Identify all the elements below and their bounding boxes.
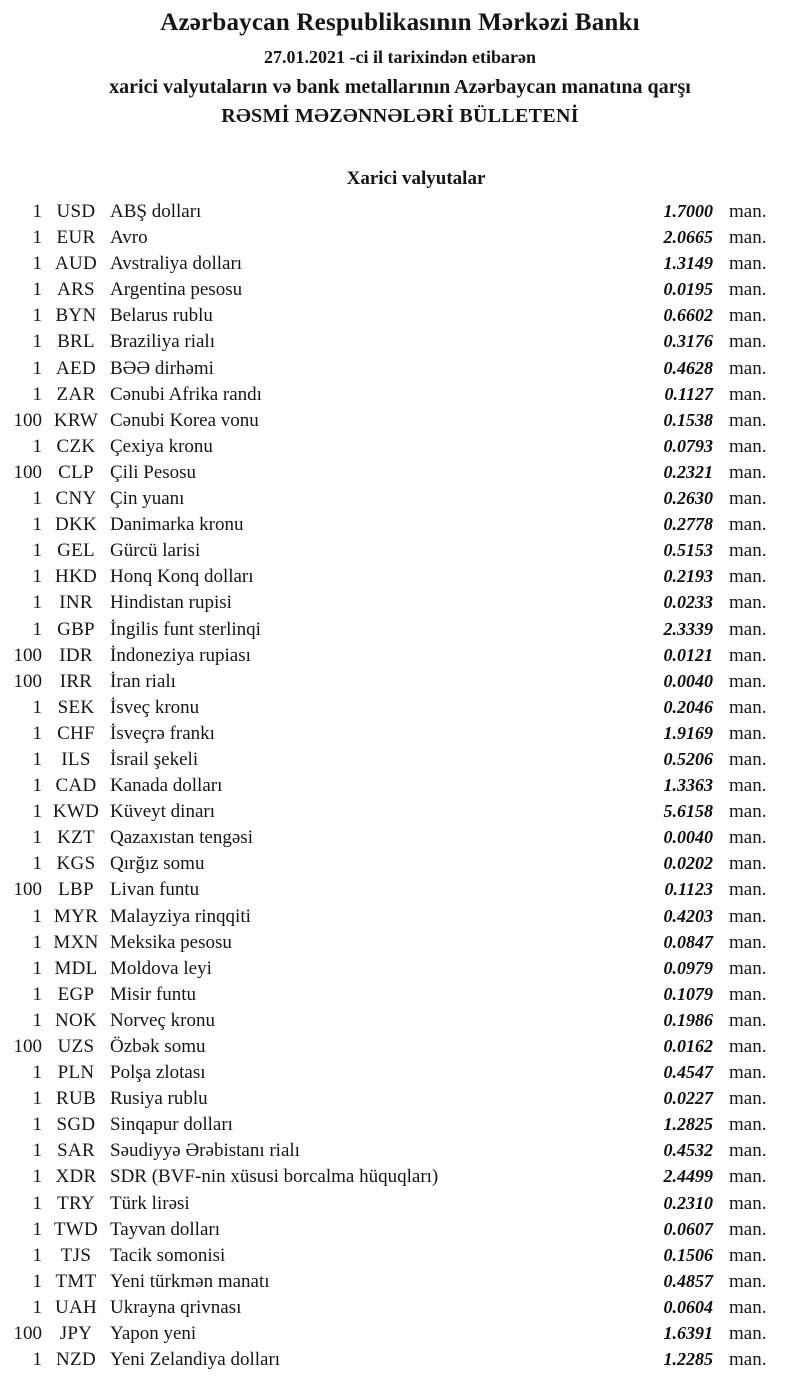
rate-row <box>0 250 800 276</box>
currency-code-cell: ZAR <box>56 383 96 405</box>
currency-code-cell: CLP <box>58 461 94 483</box>
unit-label-cell: man. <box>729 305 767 327</box>
nominal-cell: 1 <box>32 1166 42 1188</box>
nominal-cell: 100 <box>13 1036 42 1057</box>
nominal-cell: 1 <box>32 305 42 327</box>
section-title-foreign-currencies: Xarici valyutalar <box>346 168 486 189</box>
currency-code-cell: GEL <box>57 540 95 562</box>
rate-value-cell: 0.1538 <box>663 409 713 430</box>
bulletin-subtitle: xarici valyutaların və bank metallarının Azərbaycan manatına qarşı <box>109 76 691 98</box>
rate-row <box>0 407 800 433</box>
currency-code-cell: HKD <box>54 566 98 588</box>
rate-row <box>0 1320 800 1346</box>
rate-value-cell: 0.1127 <box>664 383 713 404</box>
nominal-cell: 1 <box>32 618 42 640</box>
unit-label-cell: man. <box>729 931 767 953</box>
unit-label-cell: man. <box>729 1088 767 1110</box>
rate-row <box>0 302 800 328</box>
nominal-cell: 1 <box>32 1114 42 1136</box>
unit-label-cell: man. <box>729 722 767 744</box>
nominal-cell: 1 <box>32 1062 42 1084</box>
currency-name-cell: İran rialı <box>110 670 176 692</box>
rate-value-cell: 0.1506 <box>663 1244 713 1265</box>
nominal-cell: 1 <box>32 1088 42 1110</box>
currency-name-cell: İsveç kronu <box>110 696 200 718</box>
nominal-cell: 1 <box>32 1296 42 1318</box>
nominal-cell: 1 <box>32 801 42 823</box>
rate-value-cell: 2.0665 <box>663 227 713 248</box>
unit-label-cell: man. <box>729 1218 767 1240</box>
currency-name-cell: Norveç kronu <box>110 1009 215 1031</box>
currency-name-cell: Hindistan rupisi <box>110 592 232 614</box>
unit-label-cell: man. <box>729 488 767 510</box>
currency-code-cell: BYN <box>55 305 97 327</box>
rate-value-cell: 0.2193 <box>663 566 713 587</box>
rate-row <box>0 537 800 563</box>
unit-label-cell: man. <box>729 1009 767 1031</box>
currency-name-cell: Braziliya rialı <box>110 331 215 353</box>
currency-code-cell: GBP <box>57 618 95 640</box>
currency-code-cell: INR <box>59 592 93 614</box>
currency-name-cell: İsveçrə frankı <box>110 722 215 744</box>
rate-row <box>0 1111 800 1137</box>
rate-row <box>0 1137 800 1163</box>
rate-value-cell: 0.2778 <box>663 514 713 535</box>
rate-value-cell: 1.7000 <box>663 201 713 221</box>
rate-row <box>0 381 800 407</box>
currency-code-cell: KZT <box>57 827 95 849</box>
rate-value-cell: 2.4499 <box>663 1166 713 1187</box>
rate-value-cell: 0.0233 <box>663 592 713 613</box>
unit-label-cell: man. <box>729 514 767 536</box>
rates-table <box>0 198 800 1372</box>
unit-label-cell: man. <box>729 983 767 1005</box>
nominal-cell: 1 <box>32 853 42 875</box>
rate-value-cell: 0.0162 <box>663 1036 713 1056</box>
rate-row <box>0 1085 800 1111</box>
rate-row <box>0 1294 800 1320</box>
rate-row <box>0 224 800 250</box>
currency-code-cell: KGS <box>56 853 96 875</box>
unit-label-cell: man. <box>729 801 767 823</box>
currency-code-cell: KWD <box>52 801 100 823</box>
currency-code-cell: XDR <box>55 1166 97 1188</box>
nominal-cell: 1 <box>32 227 42 249</box>
rate-value-cell: 0.0121 <box>663 644 713 665</box>
currency-code-cell: CHF <box>57 722 95 744</box>
currency-name-cell: İngilis funt sterlinqi <box>110 618 261 640</box>
nominal-cell: 1 <box>32 1218 42 1240</box>
rate-row <box>0 772 800 798</box>
currency-code-cell: SAR <box>57 1140 95 1162</box>
nominal-cell: 1 <box>32 592 42 614</box>
rate-value-cell: 0.4857 <box>663 1270 713 1291</box>
rate-row <box>0 876 800 902</box>
rate-row <box>0 485 800 511</box>
unit-label-cell: man. <box>729 879 767 901</box>
nominal-cell: 1 <box>32 827 42 849</box>
currency-name-cell: Çexiya kronu <box>110 435 213 457</box>
currency-name-cell: Avstraliya dolları <box>110 253 243 275</box>
currency-name-cell: Meksika pesosu <box>110 931 232 953</box>
unit-label-cell: man. <box>729 670 767 692</box>
rate-value-cell: 0.5153 <box>663 540 713 561</box>
currency-code-cell: MYR <box>53 905 99 927</box>
currency-code-cell: DKK <box>54 514 98 536</box>
currency-name-cell: Cənubi Afrika randı <box>110 383 262 405</box>
unit-label-cell: man. <box>729 227 767 249</box>
rate-value-cell: 1.2285 <box>663 1349 713 1370</box>
currency-name-cell: Qazaxıstan tengəsi <box>110 827 253 849</box>
rate-value-cell: 0.0847 <box>663 931 713 952</box>
unit-label-cell: man. <box>729 331 767 353</box>
currency-code-cell: ARS <box>57 279 95 301</box>
currency-code-cell: NZD <box>56 1349 96 1371</box>
unit-label-cell: man. <box>729 566 767 588</box>
currency-name-cell: Malayziya rinqqiti <box>110 905 251 927</box>
currency-code-cell: KRW <box>53 409 99 431</box>
rate-row <box>0 563 800 589</box>
rate-row <box>0 1216 800 1242</box>
currency-name-cell: Türk lirəsi <box>110 1192 190 1214</box>
currency-code-cell: MXN <box>53 931 99 953</box>
unit-label-cell: man. <box>729 540 767 562</box>
nominal-cell: 100 <box>13 409 42 431</box>
nominal-cell: 1 <box>32 201 42 222</box>
rate-value-cell: 0.2630 <box>663 488 713 509</box>
nominal-cell: 100 <box>13 644 42 666</box>
nominal-cell: 1 <box>32 331 42 353</box>
unit-label-cell: man. <box>729 775 767 797</box>
currency-name-cell: İndoneziya rupiası <box>110 644 251 666</box>
rate-row <box>0 616 800 642</box>
currency-name-cell: Argentina pesosu <box>110 279 243 301</box>
currency-name-cell: Çin yuanı <box>110 488 185 510</box>
rate-value-cell: 1.6391 <box>663 1323 713 1344</box>
unit-label-cell: man. <box>729 618 767 640</box>
currency-code-cell: CZK <box>56 435 96 457</box>
nominal-cell: 1 <box>32 1009 42 1031</box>
nominal-cell: 100 <box>13 1323 42 1345</box>
currency-name-cell: Yeni türkmən manatı <box>110 1270 270 1292</box>
nominal-cell: 1 <box>32 748 42 770</box>
currency-name-cell: Ukrayna qrivnası <box>110 1296 242 1318</box>
currency-name-cell: BƏƏ dirhəmi <box>110 357 214 379</box>
rate-value-cell: 0.0227 <box>663 1088 713 1109</box>
unit-label-cell: man. <box>729 1062 767 1084</box>
currency-code-cell: BRL <box>57 331 95 353</box>
rate-row <box>0 955 800 981</box>
nominal-cell: 1 <box>32 722 42 744</box>
rate-value-cell: 0.0793 <box>663 435 713 456</box>
rate-row <box>0 981 800 1007</box>
nominal-cell: 1 <box>32 488 42 510</box>
rate-value-cell: 1.9169 <box>663 722 713 743</box>
currency-name-cell: Gürcü larisi <box>110 540 201 562</box>
unit-label-cell: man. <box>729 357 767 379</box>
nominal-cell: 100 <box>13 670 42 692</box>
unit-label-cell: man. <box>729 1323 767 1345</box>
nominal-cell: 1 <box>32 983 42 1005</box>
rate-value-cell: 0.0195 <box>663 279 713 300</box>
unit-label-cell: man. <box>729 748 767 770</box>
nominal-cell: 1 <box>32 905 42 927</box>
rate-row <box>0 929 800 955</box>
rate-row <box>0 355 800 381</box>
rate-row <box>0 720 800 746</box>
rate-row <box>0 459 800 485</box>
currency-code-cell: EGP <box>57 983 95 1005</box>
rate-row <box>0 798 800 824</box>
currency-name-cell: ABŞ dolları <box>110 201 202 222</box>
unit-label-cell: man. <box>729 435 767 457</box>
bulletin-title: RƏSMİ MƏZƏNNƏLƏRİ BÜLLETENİ <box>221 105 579 127</box>
rate-row <box>0 1346 800 1372</box>
nominal-cell: 1 <box>32 540 42 562</box>
rate-row <box>0 198 800 224</box>
unit-label-cell: man. <box>729 1349 767 1371</box>
currency-code-cell: USD <box>56 201 96 222</box>
unit-label-cell: man. <box>729 1114 767 1136</box>
rate-row <box>0 1268 800 1294</box>
currency-name-cell: Honq Konq dolları <box>110 566 254 588</box>
currency-name-cell: Səudiyyə Ərəbistanı rialı <box>110 1140 300 1162</box>
currency-code-cell: SEK <box>57 696 95 718</box>
rate-row <box>0 1190 800 1216</box>
rate-row <box>0 694 800 720</box>
rate-value-cell: 0.4628 <box>663 357 713 378</box>
rate-value-cell: 0.2321 <box>663 461 713 482</box>
unit-label-cell: man. <box>729 201 767 222</box>
currency-code-cell: TWD <box>53 1218 99 1240</box>
rate-row <box>0 1242 800 1268</box>
rate-value-cell: 1.2825 <box>663 1114 713 1135</box>
rate-value-cell: 0.1079 <box>663 983 713 1004</box>
rate-value-cell: 0.6602 <box>663 305 713 326</box>
currency-code-cell: CNY <box>55 488 97 510</box>
currency-name-cell: Yeni Zelandiya dolları <box>110 1349 281 1371</box>
rate-value-cell: 0.0604 <box>663 1296 713 1317</box>
rate-value-cell: 0.4547 <box>663 1062 713 1083</box>
currency-name-cell: Kanada dolları <box>110 775 223 797</box>
currency-code-cell: TRY <box>57 1192 95 1214</box>
nominal-cell: 1 <box>32 1140 42 1162</box>
currency-name-cell: Avro <box>110 227 148 249</box>
currency-name-cell: Moldova leyi <box>110 957 212 979</box>
unit-label-cell: man. <box>729 1244 767 1266</box>
nominal-cell: 1 <box>32 1192 42 1214</box>
unit-label-cell: man. <box>729 1270 767 1292</box>
rate-value-cell: 5.6158 <box>663 801 713 822</box>
rate-value-cell: 2.3339 <box>663 618 713 639</box>
unit-label-cell: man. <box>729 1296 767 1318</box>
currency-name-cell: Polşa zlotası <box>110 1062 206 1084</box>
currency-name-cell: Çili Pesosu <box>110 461 197 483</box>
effective-date: 27.01.2021 -ci il tarixindən etibarən <box>264 47 536 67</box>
nominal-cell: 1 <box>32 383 42 405</box>
currency-name-cell: Tayvan dolları <box>110 1218 220 1240</box>
nominal-cell: 1 <box>32 566 42 588</box>
currency-name-cell: SDR (BVF-nin xüsusi borcalma hüquqları) <box>110 1166 439 1188</box>
currency-name-cell: Yapon yeni <box>110 1323 197 1345</box>
nominal-cell: 1 <box>32 253 42 275</box>
rate-row <box>0 589 800 615</box>
currency-code-cell: TJS <box>60 1244 92 1266</box>
rate-row <box>0 433 800 459</box>
currency-name-cell: Livan funtu <box>110 879 200 901</box>
unit-label-cell: man. <box>729 279 767 301</box>
rate-row <box>0 903 800 929</box>
unit-label-cell: man. <box>729 853 767 875</box>
unit-label-cell: man. <box>729 1166 767 1188</box>
rate-value-cell: 0.5206 <box>663 748 713 769</box>
unit-label-cell: man. <box>729 253 767 275</box>
currency-name-cell: Misir funtu <box>110 983 197 1005</box>
rate-value-cell: 1.3149 <box>663 253 713 274</box>
nominal-cell: 1 <box>32 514 42 536</box>
nominal-cell: 1 <box>32 931 42 953</box>
currency-code-cell: AED <box>56 357 96 379</box>
currency-code-cell: NOK <box>54 1009 98 1031</box>
currency-name-cell: Sinqapur dolları <box>110 1114 233 1136</box>
unit-label-cell: man. <box>729 905 767 927</box>
unit-label-cell: man. <box>729 644 767 666</box>
nominal-cell: 1 <box>32 357 42 379</box>
currency-code-cell: LBP <box>58 879 94 901</box>
nominal-cell: 1 <box>32 1349 42 1371</box>
nominal-cell: 100 <box>13 461 42 483</box>
rate-value-cell: 0.0040 <box>663 827 713 848</box>
rate-value-cell: 0.1986 <box>663 1009 713 1030</box>
nominal-cell: 100 <box>13 879 42 901</box>
currency-code-cell: TMT <box>55 1270 97 1292</box>
rate-row <box>0 1163 800 1189</box>
rate-row <box>0 276 800 302</box>
currency-name-cell: Tacik somonisi <box>110 1244 226 1266</box>
currency-code-cell: SGD <box>56 1114 96 1136</box>
rate-value-cell: 0.0607 <box>663 1218 713 1239</box>
currency-code-cell: UZS <box>57 1036 95 1057</box>
currency-code-cell: ILS <box>61 748 91 770</box>
currency-code-cell: IDR <box>59 644 93 666</box>
rate-row <box>0 1007 800 1033</box>
currency-name-cell: Cənubi Korea vonu <box>110 409 259 431</box>
unit-label-cell: man. <box>729 383 767 405</box>
currency-code-cell: PLN <box>57 1062 95 1084</box>
currency-code-cell: AUD <box>54 253 98 275</box>
unit-label-cell: man. <box>729 1192 767 1214</box>
rate-row <box>0 642 800 668</box>
rate-value-cell: 0.0202 <box>663 853 713 874</box>
currency-code-cell: EUR <box>56 227 96 249</box>
nominal-cell: 1 <box>32 696 42 718</box>
rate-value-cell: 0.1123 <box>664 879 713 900</box>
unit-label-cell: man. <box>729 1140 767 1162</box>
bank-name: Azərbaycan Respublikasının Mərkəzi Bankı <box>160 9 640 36</box>
currency-code-cell: UAH <box>54 1296 98 1318</box>
unit-label-cell: man. <box>729 1036 767 1057</box>
rate-row <box>0 1059 800 1085</box>
rate-value-cell: 1.3363 <box>663 775 713 796</box>
rate-value-cell: 0.3176 <box>663 331 713 352</box>
currency-name-cell: Belarus rublu <box>110 305 213 327</box>
currency-code-cell: IRR <box>59 670 93 692</box>
rate-row <box>0 746 800 772</box>
currency-code-cell: MDL <box>54 957 98 979</box>
rate-value-cell: 0.4203 <box>663 905 713 926</box>
unit-label-cell: man. <box>729 409 767 431</box>
unit-label-cell: man. <box>729 696 767 718</box>
currency-code-cell: RUB <box>56 1088 96 1110</box>
rate-row <box>0 328 800 354</box>
currency-name-cell: Qırğız somu <box>110 853 205 875</box>
currency-name-cell: İsrail şekeli <box>110 748 199 770</box>
rate-value-cell: 0.2310 <box>663 1192 713 1213</box>
rate-row <box>0 668 800 694</box>
unit-label-cell: man. <box>729 592 767 614</box>
rate-row <box>0 511 800 537</box>
rate-value-cell: 0.2046 <box>663 696 713 717</box>
rate-value-cell: 0.4532 <box>663 1140 713 1161</box>
currency-name-cell: Özbək somu <box>110 1036 206 1057</box>
unit-label-cell: man. <box>729 827 767 849</box>
rate-value-cell: 0.0979 <box>663 957 713 978</box>
nominal-cell: 1 <box>32 279 42 301</box>
nominal-cell: 1 <box>32 957 42 979</box>
currency-name-cell: Danimarka kronu <box>110 514 244 536</box>
nominal-cell: 1 <box>32 1244 42 1266</box>
unit-label-cell: man. <box>729 957 767 979</box>
rate-row <box>0 1033 800 1059</box>
unit-label-cell: man. <box>729 461 767 483</box>
rate-value-cell: 0.0040 <box>663 670 713 691</box>
rate-row <box>0 824 800 850</box>
currency-code-cell: JPY <box>59 1323 93 1345</box>
currency-name-cell: Rusiya rublu <box>110 1088 208 1110</box>
nominal-cell: 1 <box>32 435 42 457</box>
nominal-cell: 1 <box>32 775 42 797</box>
currency-name-cell: Küveyt dinarı <box>110 801 216 823</box>
rate-row <box>0 850 800 876</box>
currency-code-cell: CAD <box>55 775 97 797</box>
nominal-cell: 1 <box>32 1270 42 1292</box>
